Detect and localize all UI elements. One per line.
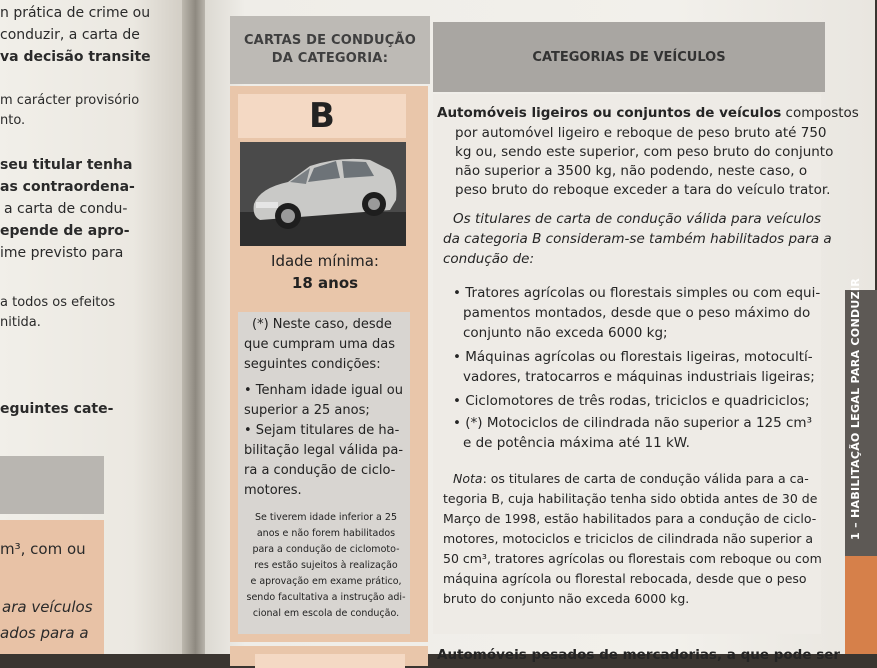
note-line: tegoria B, cuja habilitação tenha sido obtida antes de 30 de bbox=[443, 491, 818, 506]
note-line: Março de 1998, estão habilitados para a condução de ciclo- bbox=[443, 511, 817, 526]
note-label: Nota bbox=[453, 471, 483, 486]
left-text-line: nitida. bbox=[0, 315, 41, 330]
condition-note-line: e aprovação em exame prático, bbox=[250, 576, 402, 587]
next-row-text: Automóveis pesados de mercadorias, a que pode ser bbox=[437, 647, 841, 663]
license-cell-b bbox=[230, 86, 428, 642]
left-text-line: ara veículos bbox=[2, 598, 93, 616]
note-line: bruto do conjunto não exceda 6000 kg. bbox=[443, 591, 690, 606]
condition-line: seguintes condições: bbox=[244, 357, 381, 372]
left-text-line: epende de apro- bbox=[0, 223, 130, 239]
bullet-line: • (*) Motociclos de cilindrada não superior a 125 cm³ bbox=[453, 415, 812, 431]
left-text-line: m carácter provisório bbox=[0, 93, 140, 108]
car-illustration bbox=[240, 142, 406, 246]
italic-line: da categoria B consideram-se também habilitados para a bbox=[443, 231, 832, 247]
note-text: : os titulares de carta de condução válida para a ca- bbox=[482, 471, 809, 486]
condition-note-line: Se tiverem idade inferior a 25 bbox=[255, 512, 397, 523]
condition-line: (*) Neste caso, desde bbox=[252, 317, 392, 332]
left-page bbox=[0, 0, 190, 654]
left-text-line: a todos os efeitos bbox=[0, 295, 116, 310]
italic-line: condução de: bbox=[443, 251, 535, 267]
bullet-line: conjunto não exceda 6000 kg; bbox=[463, 325, 668, 341]
left-table-header-fragment bbox=[0, 456, 104, 514]
table-header-categories: CATEGORIAS DE VEÍCULOS bbox=[433, 22, 825, 92]
note-line: motores, motociclos e triciclos de cilindrada não superior a bbox=[443, 531, 813, 546]
description-line: não superior a 3500 kg, não podendo, neste caso, o bbox=[455, 163, 808, 179]
condition-note-line: res estão sujeitos à realização bbox=[254, 560, 398, 571]
bullet-line: e de potência máxima até 11 kW. bbox=[463, 435, 690, 451]
left-text-line: a carta de condu- bbox=[4, 201, 128, 217]
left-text-line: n prática de crime ou bbox=[0, 5, 151, 21]
table-header-license bbox=[230, 16, 430, 84]
bullet-line: • Máquinas agrícolas ou florestais ligeiras, motocultí- bbox=[453, 349, 813, 365]
note-line bbox=[453, 470, 809, 488]
condition-line: motores. bbox=[244, 483, 302, 498]
italic-line: Os titulares de carta de condução válida para veículos bbox=[453, 211, 822, 227]
condition-note-line: cional em escola de condução. bbox=[252, 608, 400, 619]
left-text-line bbox=[0, 540, 86, 558]
description-line: peso bruto do reboque exceder a tara do veículo trator. bbox=[455, 182, 831, 198]
condition-line: • Sejam titulares de ha- bbox=[244, 423, 400, 438]
left-text-line: seu titular tenha bbox=[0, 157, 133, 173]
next-category-box bbox=[255, 654, 405, 668]
category-heading-rest: compostos bbox=[781, 105, 859, 121]
bullet-line: • Ciclomotores de três rodas, triciclos e quadriciclos; bbox=[453, 393, 810, 409]
condition-line: bilitação legal válida pa- bbox=[244, 443, 404, 458]
category-heading-line bbox=[437, 104, 859, 122]
bullet-line: vadores, tratocarros e máquinas industriais ligeiras; bbox=[463, 369, 815, 385]
description-line: por automóvel ligeiro e reboque de peso bruto até 750 bbox=[455, 125, 827, 141]
minimum-age-value: 18 anos bbox=[291, 274, 359, 292]
left-text-line: nto. bbox=[0, 113, 26, 128]
right-page bbox=[205, 0, 875, 663]
condition-line: superior a 25 anos; bbox=[244, 403, 370, 418]
car-image bbox=[240, 142, 406, 246]
condition-line: que cumpram uma das bbox=[244, 337, 396, 352]
chapter-title: 1 – HABILITAÇÃO LEGAL PARA CONDUZIR bbox=[849, 277, 862, 540]
left-text-fragment: conduzir, a carta de bbox=[0, 27, 140, 43]
left-text-line: as contraordena- bbox=[0, 179, 135, 195]
left-text-line: va decisão transite bbox=[0, 49, 151, 65]
chapter-tab-accent bbox=[845, 556, 877, 654]
note-line: 50 cm³, tratores agrícolas ou florestais com reboque ou com bbox=[443, 551, 822, 566]
left-text-line bbox=[0, 26, 140, 44]
category-letter: B bbox=[238, 94, 406, 138]
bullet-line: pamentos montados, desde que o peso máximo do bbox=[463, 305, 811, 321]
condition-note-line: sendo facultativa a instrução adi- bbox=[246, 592, 406, 603]
minimum-age-label: Idade mínima: bbox=[271, 252, 379, 270]
condition-note-line: anos e não forem habilitados bbox=[256, 528, 396, 539]
category-heading: Automóveis ligeiros ou conjuntos de veículos bbox=[437, 105, 782, 121]
left-text-line: ados para a bbox=[0, 624, 89, 642]
left-text-line: eguintes cate- bbox=[0, 401, 114, 417]
next-row-line bbox=[437, 646, 840, 664]
bullet-line: • Tratores agrícolas ou florestais simples ou com equi- bbox=[453, 285, 821, 301]
note-line: máquina agrícola ou florestal rebocada, desde que o peso bbox=[443, 571, 807, 586]
left-text-fragment: m³, com ou bbox=[0, 540, 86, 558]
condition-line: ra a condução de ciclo- bbox=[244, 463, 396, 478]
description-line: kg ou, sendo este superior, com peso bruto do conjunto bbox=[455, 144, 834, 160]
left-text-line: ime previsto para bbox=[0, 245, 124, 261]
header-line: CARTAS DE CONDUÇÃO bbox=[243, 33, 417, 48]
condition-line: • Tenham idade igual ou bbox=[244, 383, 403, 398]
header-line: DA CATEGORIA: bbox=[271, 51, 389, 66]
conditions-box bbox=[238, 312, 410, 634]
next-row-categories-cell bbox=[433, 640, 841, 664]
condition-note-line: para a condução de ciclomoto- bbox=[252, 544, 400, 555]
